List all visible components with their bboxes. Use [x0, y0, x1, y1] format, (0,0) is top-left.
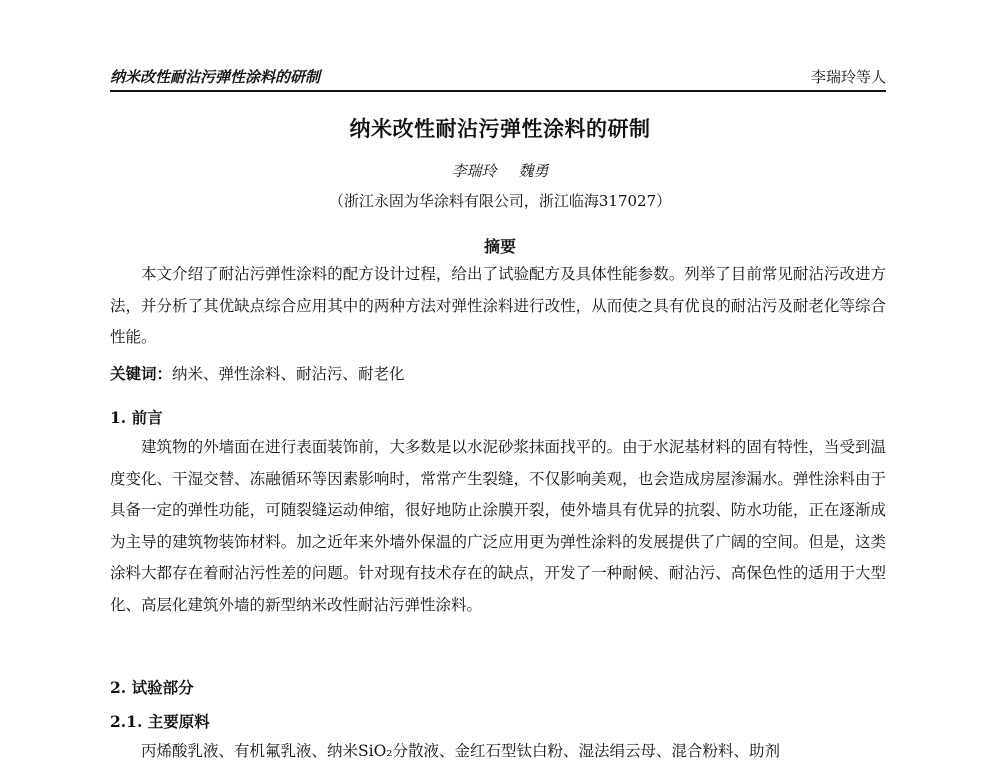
running-header	[110, 62, 886, 92]
section-heading-introduction: 1. 前言	[110, 408, 163, 427]
running-header-title: 纳米改性耐沾污弹性涂料的研制	[110, 68, 321, 86]
paper-title: 纳米改性耐沾污弹性涂料的研制	[349, 116, 651, 141]
abstract-heading: 摘要	[483, 237, 516, 256]
subsection-heading-materials: 2.1. 主要原料	[110, 712, 210, 731]
keywords-text: 纳米、弹性涂料、耐沾污、耐老化	[172, 365, 405, 383]
author-name: 魏勇	[518, 162, 549, 180]
keywords	[110, 362, 886, 384]
section-heading-experimental: 2. 试验部分	[110, 678, 194, 697]
affiliation: （浙江永固为华涂料有限公司，浙江临海317027）	[328, 192, 672, 210]
subsection-body-materials: 丙烯酸乳液、有机氟乳液、纳米SiO₂分散液、金红石型钛白粉、湿法绢云母、混合粉料、助剂	[141, 742, 780, 760]
running-header-authors: 李瑞玲等人	[810, 68, 886, 86]
keywords-label: 关键词：	[110, 364, 173, 383]
abstract-body: 本文介绍了耐沾污弹性涂料的配方设计过程，给出了试验配方及具体性能参数。列举了目前常见耐沾污改进方法，并分析了其优缺点综合应用其中的两种方法对弹性涂料进行改性，从而使之具有优良的耐沾污及耐老化等综合性能。	[110, 265, 886, 346]
author-list	[0, 160, 1000, 181]
author-name: 李瑞玲	[451, 162, 497, 180]
section-body-introduction: 建筑物的外墙面在进行表面装饰前，大多数是以水泥砂浆抹面找平的。由于水泥基材料的固有特性，当受到温度变化、干湿交替、冻融循环等因素影响时，常常产生裂缝，不仅影响美观，也会造成房屋渗漏水。弹性涂料由于具备一定的弹性功能，可随裂缝运动伸缩，很好地防止涂膜开裂，使外墙具有优异的抗裂、防水功能，正在逐渐成为主导的建筑物装饰材料。加之近年来外墙外保温的广泛应用更为弹性涂料的发展提供了广阔的空间。但是，这类涂料大都存在着耐沾污性差的问题。针对现有技术存在的缺点，开发了一种耐候、耐沾污、高保色性的适用于大型化、高层化建筑外墙的新型纳米改性耐沾污弹性涂料。	[110, 438, 886, 614]
